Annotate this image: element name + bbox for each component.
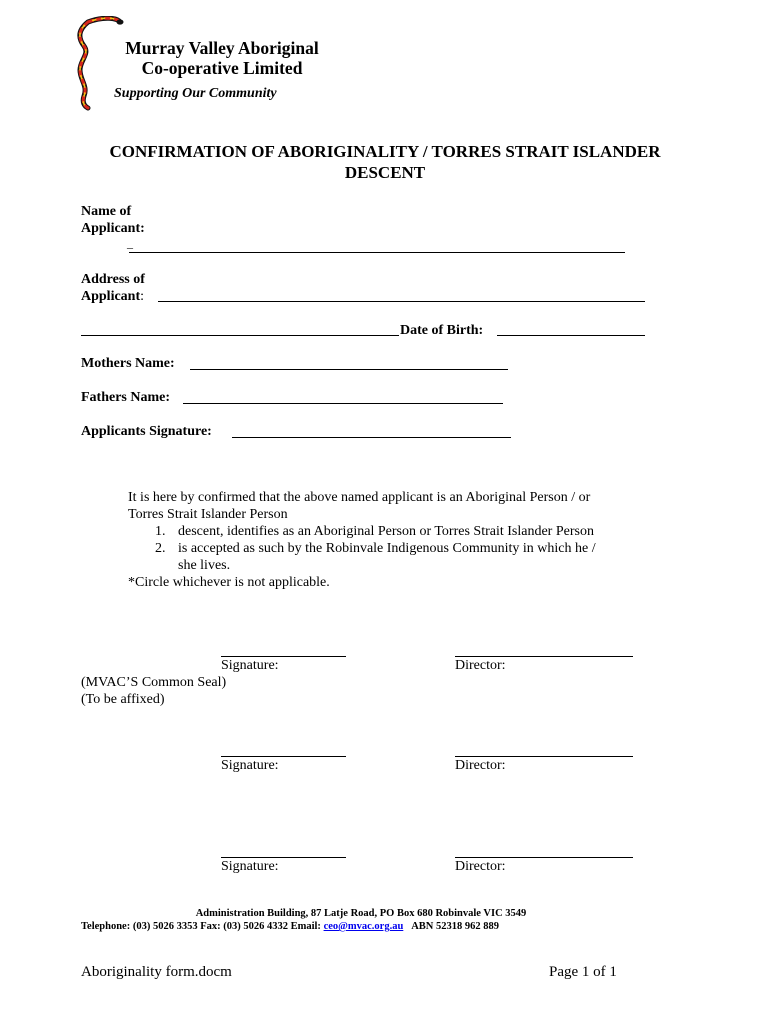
seal-line1: (MVAC’S Common Seal): [81, 675, 227, 690]
org-name-line2: Co-operative Limited: [141, 58, 303, 78]
org-name-line1: Murray Valley Aboriginal: [125, 38, 319, 58]
confirmation-item-1: [128, 523, 668, 540]
email-link[interactable]: ceo@mvac.org.au: [323, 921, 404, 932]
confirmation-intro-line1: It is here by confirmed that the above named applicant is an Aboriginal Person / or: [128, 490, 591, 505]
director-label-1: Director:: [455, 658, 506, 673]
common-seal-note: [81, 674, 226, 708]
file-name: Aboriginality form.docm: [81, 964, 232, 980]
item2-number: 2.: [155, 541, 166, 556]
dob-label: Date of Birth:: [400, 323, 484, 338]
name-field[interactable]: [129, 252, 625, 253]
director-label-3: Director:: [455, 859, 506, 874]
item2-text-line1: is accepted as such by the Robinvale Indigenous Community in which he /: [178, 541, 596, 556]
signature-label-1: Signature:: [221, 658, 279, 673]
confirmation-intro-line2: Torres Strait Islander Person: [128, 507, 288, 522]
name-label: [81, 203, 145, 237]
page-number: Page 1 of 1: [549, 964, 617, 980]
applicant-signature-field[interactable]: [232, 437, 511, 438]
address-label: [81, 271, 145, 305]
org-name: [112, 38, 332, 78]
fathers-name-label: Fathers Name:: [81, 390, 171, 405]
signature-label-2: Signature:: [221, 758, 279, 773]
address-field-2[interactable]: [81, 335, 399, 336]
dob-field[interactable]: [497, 335, 645, 336]
footer-address: Administration Building, 87 Latje Road, PO Box 680 Robinvale VIC 3549: [195, 908, 527, 919]
confirmation-note: *Circle whichever is not applicable.: [128, 575, 330, 590]
item1-text: descent, identifies as an Aboriginal Person or Torres Strait Islander Person: [178, 524, 594, 539]
seal-line2: (To be affixed): [81, 692, 165, 707]
footer-contact: [81, 921, 499, 932]
item1-number: 1.: [155, 524, 166, 539]
mothers-name-field[interactable]: [190, 369, 508, 370]
form-title: [40, 141, 730, 183]
footer-phone: Telephone: (03) 5026 3353 Fax: (03) 5026 4332 Email:: [81, 921, 324, 932]
name-field-mark: _: [127, 236, 133, 250]
org-tagline: Supporting Our Community: [114, 86, 277, 101]
applicant-signature-label: Applicants Signature:: [81, 424, 212, 439]
address-label-line2: Applicant: [81, 289, 141, 304]
name-label-line2: Applicant:: [81, 221, 145, 236]
mothers-name-label: Mothers Name:: [81, 356, 175, 371]
name-label-line1: Name of: [81, 204, 132, 219]
form-title-line2: DESCENT: [344, 163, 426, 182]
address-colon: :: [140, 289, 145, 304]
address-field-1[interactable]: [158, 301, 645, 302]
director-label-2: Director:: [455, 758, 506, 773]
fathers-name-field[interactable]: [183, 403, 503, 404]
item2-text-line2: she lives.: [178, 558, 231, 573]
confirmation-text: [128, 489, 668, 591]
footer-abn: ABN 52318 962 889: [411, 921, 499, 932]
signature-label-3: Signature:: [221, 859, 279, 874]
form-title-line1: CONFIRMATION OF ABORIGINALITY / TORRES STRAIT ISLANDER: [109, 142, 661, 161]
address-label-line1: Address of: [81, 272, 145, 287]
confirmation-item-2: [128, 540, 668, 574]
